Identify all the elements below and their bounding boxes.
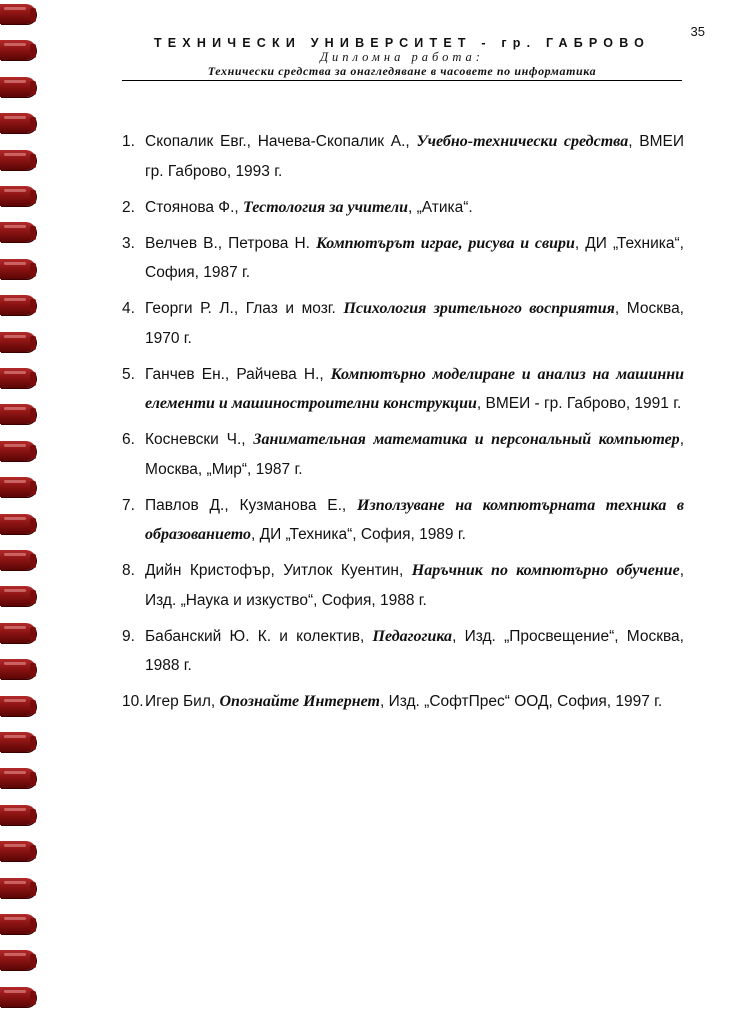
binding-ring (0, 295, 40, 317)
reference-item (122, 360, 684, 419)
reference-item (122, 687, 684, 717)
reference-list (122, 127, 684, 723)
reference-details: , Москва, 1970 г. (145, 300, 684, 347)
binding-ring (0, 805, 40, 827)
reference-details: , ДИ „Техника“, София, 1989 г. (250, 526, 466, 543)
reference-details: , Изд. „СофтПрес“ ООД, София, 1997 г. (379, 693, 663, 710)
reference-title: Педагогика (372, 627, 453, 645)
reference-number: 1. (122, 133, 135, 150)
reference-title: Психология зрительного восприятия (343, 300, 615, 317)
binding-ring (0, 696, 40, 718)
binding-ring (0, 77, 40, 99)
binding-ring (0, 841, 40, 863)
reference-title: Занимательная математика и персональный компьютер (253, 431, 680, 448)
reference-title: Използуване на компютърната техника в образованието (145, 496, 684, 543)
reference-item (122, 425, 684, 484)
reference-details: , ВМЕИ - гр. Габрово, 1991 г. (476, 395, 682, 412)
binding-ring (0, 368, 40, 390)
binding-ring (0, 878, 40, 900)
binding-ring (0, 987, 40, 1009)
thesis-label: Дипломна работа: (320, 50, 484, 64)
reference-details: , ВМЕИ гр. Габрово, 1993 г. (145, 133, 685, 180)
binding-ring (0, 950, 40, 972)
binding-ring (0, 514, 40, 536)
binding-ring (0, 768, 40, 790)
binding-ring (0, 550, 40, 572)
reference-title: Опознайте Интернет (219, 693, 380, 710)
reference-item (122, 127, 684, 186)
reference-details: , ДИ „Техника“, София, 1987 г. (145, 234, 684, 281)
binding-ring (0, 441, 40, 463)
binding-ring (0, 150, 40, 172)
reference-details: , Москва, „Мир“, 1987 г. (145, 431, 684, 478)
reference-authors: Скопалик Евг., Начева-Скопалик А., (145, 133, 417, 150)
reference-details: , Изд. „Наука и изкуство“, София, 1988 г. (145, 562, 684, 609)
binding-ring (0, 623, 40, 645)
university-name: ТЕХНИЧЕСКИ УНИВЕРСИТЕТ - гр. ГАБРОВО (153, 36, 651, 50)
reference-number: 2. (122, 198, 135, 216)
binding-ring (0, 222, 40, 244)
binding-ring (0, 4, 40, 26)
spiral-binding (0, 0, 42, 1024)
reference-number: 8. (122, 562, 135, 579)
reference-details: , „Атика“. (407, 198, 473, 216)
header-divider (122, 80, 682, 81)
binding-ring (0, 732, 40, 754)
page-header (122, 36, 682, 81)
binding-ring (0, 477, 40, 499)
binding-ring (0, 404, 40, 426)
reference-details: , Изд. „Просвещение“, Москва, 1988 г. (145, 627, 684, 674)
reference-item (122, 229, 684, 288)
reference-item (122, 622, 684, 681)
page-number: 35 (690, 24, 705, 39)
binding-ring (0, 586, 40, 608)
binding-ring (0, 113, 40, 135)
reference-title: Тестология за учители (243, 198, 408, 216)
binding-ring (0, 40, 40, 62)
binding-ring (0, 186, 40, 208)
reference-number: 6. (122, 431, 135, 448)
reference-authors: Павлов Д., Кузманова Е., (145, 496, 358, 514)
reference-authors: Дийн Кристофър, Уитлок Куентин, (145, 562, 412, 579)
thesis-subject: Технически средства за онагледяване в часовете по информатика (207, 64, 597, 78)
binding-ring (0, 259, 40, 281)
reference-number: 7. (122, 496, 135, 514)
reference-number: 9. (122, 627, 135, 645)
reference-item (122, 556, 684, 615)
reference-number: 4. (122, 300, 135, 317)
reference-number: 10. (122, 693, 144, 710)
binding-ring (0, 332, 40, 354)
reference-authors: Косневски Ч., (145, 431, 254, 448)
reference-authors: Игер Бил, (145, 693, 220, 710)
reference-authors: Ганчев Ен., Райчева Н., (145, 365, 331, 383)
reference-item (122, 294, 684, 353)
reference-authors: Бабанский Ю. К. и колектив, (145, 627, 373, 645)
binding-ring (0, 914, 40, 936)
reference-item (122, 193, 684, 223)
reference-authors: Георги Р. Л., Глаз и мозг. (145, 300, 344, 317)
reference-number: 3. (122, 234, 135, 252)
reference-item (122, 491, 684, 550)
binding-ring (0, 659, 40, 681)
reference-number: 5. (122, 365, 135, 383)
reference-title: Наръчник по компютърно обучение (411, 562, 680, 579)
reference-authors: Велчев В., Петрова Н. (145, 234, 317, 252)
reference-title: Учебно-технически средства (416, 133, 629, 150)
reference-title: Компютърно моделиране и анализ на машинни елементи и машиностроителни конструкции (145, 365, 685, 412)
reference-title: Компютърът играе, рисува и свири (316, 234, 575, 252)
reference-authors: Стоянова Ф., (145, 198, 244, 216)
